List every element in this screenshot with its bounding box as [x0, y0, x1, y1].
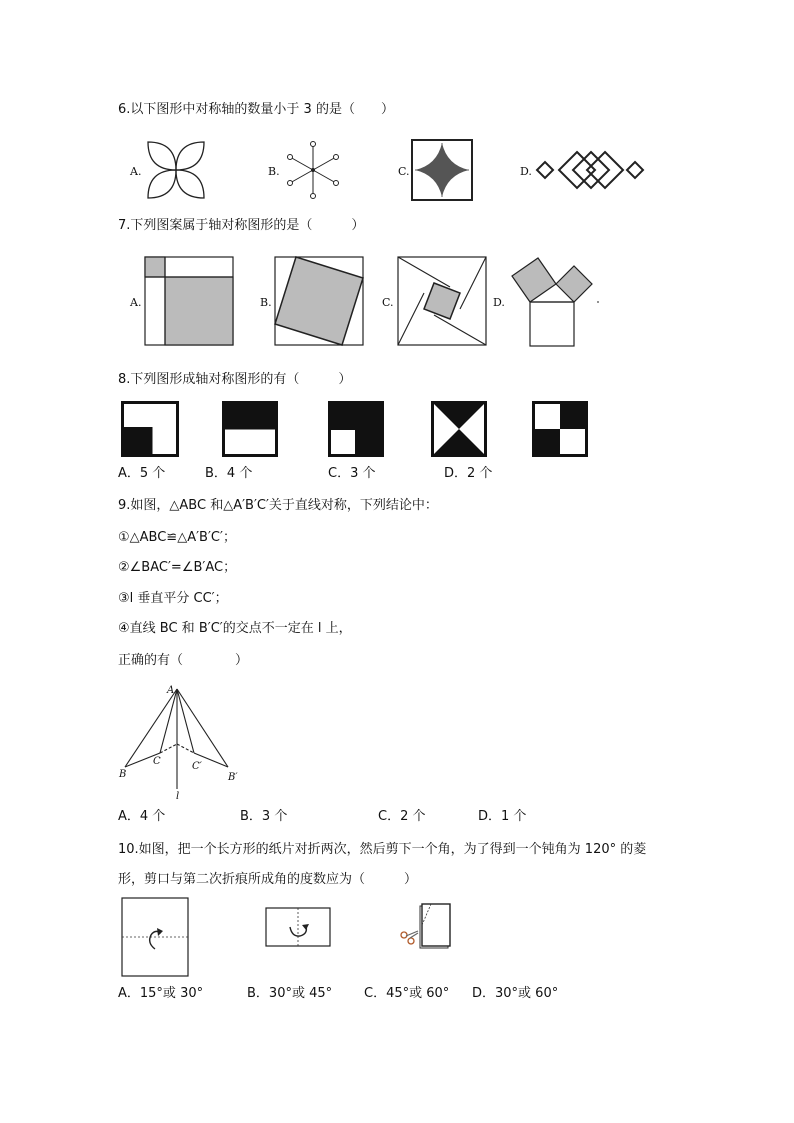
q9-stem: 9.如图，△ABC 和△A′B′C′关于直线对称，下列结论中：: [118, 498, 438, 513]
q8-figure-5: [532, 401, 588, 457]
q6-option-d-label: D.: [520, 165, 532, 178]
q7-option-c-label: C.: [382, 296, 394, 309]
q7-option-a-label: A.: [130, 296, 142, 309]
q8-figure-1: [121, 401, 179, 457]
q6-option-a-label: A.: [130, 165, 142, 178]
q10-figure-fold-2: [265, 907, 333, 949]
q9-label-l: l: [176, 791, 180, 801]
q8-answer-b: B．4 个: [205, 466, 253, 481]
q7-figure-c-pinwheel: [397, 256, 489, 348]
q8-figure-4: [431, 401, 487, 457]
q7-option-b-label: B.: [260, 296, 272, 309]
q10-answer-a: A．15°或 30°: [118, 986, 204, 1001]
q8-figure-3: [328, 401, 384, 457]
q8-figure-2: [222, 401, 278, 457]
q9-item-3: ③l 垂直平分 CC′；: [118, 591, 228, 606]
q8-stem: 8.下列图形成轴对称图形的有（ ）: [118, 372, 352, 387]
q9-label-b: B: [119, 769, 127, 780]
q6-figure-b-star: [282, 140, 344, 200]
q10-figure-fold-1: [121, 897, 191, 979]
q10-answer-b: B．30°或 45°: [247, 986, 333, 1001]
q8-answer-a: A．5 个: [118, 466, 166, 481]
q10-answer-d: D．30°或 60°: [472, 986, 559, 1001]
q6-figure-a-petals: [144, 138, 208, 202]
q8-answer-c: C．3 个: [328, 466, 376, 481]
q7-figure-a-squares: [144, 256, 236, 348]
q9-item-1: ①△ABC≌△A′B′C′；: [118, 530, 236, 545]
q9-figure-triangles: [116, 681, 246, 801]
q9-prompt: 正确的有（ ）: [118, 653, 249, 668]
q7-figure-d-pythagoras: [508, 254, 604, 350]
q7-figure-b-tilted-square: [274, 256, 366, 348]
q9-answer-a: A．4 个: [118, 809, 166, 824]
q10-stem-line-1: 10.如图，把一个长方形的纸片对折两次，然后剪下一个角，为了得到一个钝角为 120° 的菱: [118, 842, 647, 857]
q9-label-c-prime: C′: [192, 761, 202, 772]
scissors-icon: [401, 931, 418, 944]
q6-option-c-label: C.: [398, 165, 410, 178]
q6-figure-d-chain: [533, 147, 649, 193]
q10-figure-cut: [398, 903, 456, 953]
q7-stem: 7.下列图案属于轴对称图形的是（ ）: [118, 218, 365, 233]
q9-label-c: C: [153, 756, 161, 767]
q9-answer-d: D．1 个: [478, 809, 527, 824]
q9-label-b-prime: B′: [228, 772, 238, 783]
q7-option-d-label: D.: [493, 296, 505, 309]
q9-label-a: A: [167, 685, 175, 696]
q9-answer-c: C．2 个: [378, 809, 426, 824]
q6-figure-c-astroid: [411, 139, 473, 201]
q10-answer-c: C．45°或 60°: [364, 986, 450, 1001]
q10-stem-line-2: 形，剪口与第二次折痕所成角的度数应为（ ）: [118, 872, 418, 887]
q6-option-b-label: B.: [268, 165, 280, 178]
q6-stem: 6.以下图形中对称轴的数量小于 3 的是（ ）: [118, 102, 394, 117]
q9-item-2: ②∠BAC′=∠B′AC；: [118, 560, 237, 575]
q9-answer-b: B．3 个: [240, 809, 288, 824]
q9-item-4: ④直线 BC 和 B′C′的交点不一定在 l 上，: [118, 621, 352, 636]
q8-answer-d: D．2 个: [444, 466, 493, 481]
